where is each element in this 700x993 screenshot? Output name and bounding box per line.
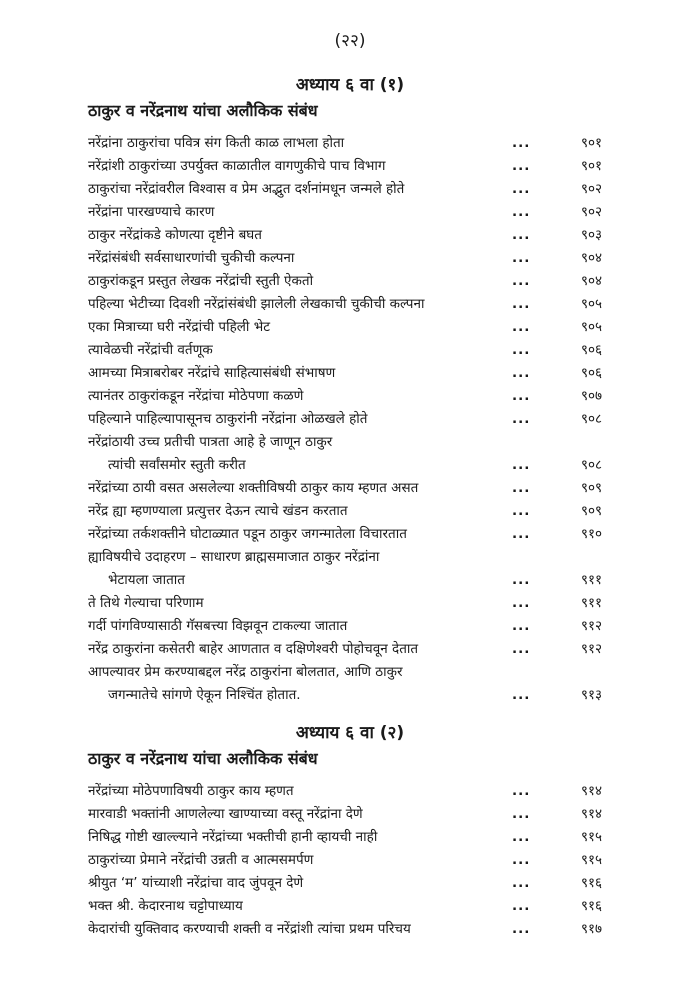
toc-entry-title: नरेंद्र ठाकुरांना कसेतरी बाहेर आणतात व दक्षिणेश्वरी पोहोचवून देतात (88, 641, 419, 657)
toc-entry (0, 661, 700, 684)
chapter-title: अध्याय ६ वा (१) (295, 75, 405, 95)
toc-entry (0, 780, 700, 803)
toc-entry-title: नरेंद्रांसंबंधी सर्वसाधारणांची चुकीची कल्पना (88, 250, 295, 266)
toc-entry-title: त्यानंतर ठाकुरांकडून नरेंद्रांचा मोठेपणा कळणे (88, 388, 304, 404)
toc-page-number: ९०५ (580, 296, 602, 312)
toc-entry (0, 500, 700, 523)
toc-leader-dots: ... (512, 319, 531, 335)
toc-entry (0, 201, 700, 224)
chapter-subtitle: ठाकुर व नरेंद्रनाथ यांचा अलौकिक संबंध (88, 101, 318, 120)
toc-page-number: ९१२ (580, 618, 602, 634)
toc-leader-dots: ... (512, 388, 531, 404)
chapter-section-1 (0, 72, 700, 707)
toc-leader-dots: ... (512, 250, 531, 266)
toc-entry (0, 872, 700, 895)
toc-page-number: ९०९ (580, 480, 602, 496)
toc-entry (0, 385, 700, 408)
toc-page-number: ९१४ (580, 783, 602, 799)
chapter-title: अध्याय ६ वा (२) (295, 723, 405, 743)
toc-entry-title: भक्त श्री. केदारनाथ चट्टोपाध्याय (88, 898, 243, 914)
toc-entry-title: ठाकुरांच्या प्रेमाने नरेंद्रांची उन्नती व आत्मसमर्पण (88, 852, 314, 868)
toc-entry (0, 684, 700, 707)
toc-page-number: ९०६ (580, 365, 602, 381)
toc-page-number: ९१७ (580, 921, 602, 937)
toc-entry-title: त्यावेळची नरेंद्रांची वर्तणूक (88, 342, 213, 358)
toc-entry-title: नरेंद्रांच्या मोठेपणाविषयी ठाकुर काय म्हणत (88, 783, 294, 799)
toc-leader-dots: ... (512, 829, 531, 845)
toc-entry-title: ह्याविषयीचे उदाहरण – साधारण ब्राह्मसमाजात ठाकुर नरेंद्रांना (88, 549, 380, 565)
toc-leader-dots: ... (512, 342, 531, 358)
toc-entry (0, 362, 700, 385)
toc-leader-dots: ... (512, 411, 531, 427)
toc-page-number: ९०६ (580, 342, 602, 358)
toc-entry (0, 293, 700, 316)
toc-entry-title: नरेंद्र ह्या म्हणण्याला प्रत्युत्तर देऊन त्याचे खंडन करतात (88, 503, 348, 519)
toc-entry (0, 895, 700, 918)
toc-page-number: ९१६ (580, 875, 602, 891)
toc-entry-list (0, 780, 700, 941)
toc-leader-dots: ... (512, 618, 531, 634)
toc-leader-dots: ... (512, 687, 531, 703)
toc-entry-title: नरेंद्रांठायी उच्च प्रतीची पात्रता आहे हे जाणून ठाकुर (88, 434, 333, 450)
toc-leader-dots: ... (512, 158, 531, 174)
toc-entry-title: ठाकुरांकडून प्रस्तुत लेखक नरेंद्रांची स्तुती ऐकतो (88, 273, 314, 289)
toc-leader-dots: ... (512, 227, 531, 243)
toc-page-number: ९१५ (580, 852, 602, 868)
chapter-subtitle: ठाकुर व नरेंद्रनाथ यांचा अलौकिक संबंध (88, 749, 318, 768)
toc-entry-title: नरेंद्रांना पारखण्याचे कारण (88, 204, 215, 220)
toc-page-number: ९०८ (580, 411, 602, 427)
toc-entry (0, 270, 700, 293)
toc-leader-dots: ... (512, 365, 531, 381)
toc-entry-title: नरेंद्रांच्या ठायी वसत असलेल्या शक्तीविषयी ठाकुर काय म्हणत असत (88, 480, 419, 496)
toc-entry-title: ते तिथे गेल्याचा परिणाम (88, 595, 204, 611)
toc-page-number: ९१३ (580, 687, 602, 703)
toc-entry (0, 592, 700, 615)
toc-page-number: ९०२ (580, 181, 602, 197)
toc-leader-dots: ... (512, 480, 531, 496)
toc-entry-title: ठाकुरांचा नरेंद्रांवरील विश्वास व प्रेम अद्भुत दर्शनांमधून जन्मले होते (88, 181, 405, 197)
toc-page-number: ९०४ (580, 250, 602, 266)
toc-page-number: ९०८ (580, 457, 602, 473)
toc-entry (0, 615, 700, 638)
toc-entry-list (0, 132, 700, 707)
toc-entry (0, 826, 700, 849)
toc-entry (0, 918, 700, 941)
toc-leader-dots: ... (512, 135, 531, 151)
toc-entry (0, 477, 700, 500)
toc-leader-dots: ... (512, 526, 531, 542)
toc-leader-dots: ... (512, 273, 531, 289)
toc-entry (0, 803, 700, 826)
toc-entry (0, 849, 700, 872)
toc-entry-title: आमच्या मित्राबरोबर नरेंद्रांचे साहित्यासंबंधी संभाषण (88, 365, 336, 381)
toc-entry-title: जगन्मातेचे सांगणे ऐकून निश्चिंत होतात. (108, 687, 301, 703)
toc-leader-dots: ... (512, 852, 531, 868)
toc-page-number: ९१० (580, 526, 602, 542)
toc-entry (0, 316, 700, 339)
toc-page-number: ९०१ (580, 135, 602, 151)
toc-page-number: ९१६ (580, 898, 602, 914)
toc-entry-title: केदारांची युक्तिवाद करण्याची शक्ती व नरेंद्रांशी त्यांचा प्रथम परिचय (88, 921, 411, 937)
toc-entry-title: नरेंद्रांच्या तर्कशक्तीने घोटाळ्यात पडून ठाकुर जगन्मातेला विचारतात (88, 526, 407, 542)
chapter-section-2 (0, 720, 700, 941)
toc-entry-title: नरेंद्रांना ठाकुरांचा पवित्र संग किती काळ लाभला होता (88, 135, 345, 151)
toc-leader-dots: ... (512, 572, 531, 588)
toc-page-number: ९०२ (580, 204, 602, 220)
toc-entry-title: पहिल्याने पाहिल्यापासूनच ठाकुरांनी नरेंद्रांना ओळखले होते (88, 411, 368, 427)
toc-leader-dots: ... (512, 181, 531, 197)
toc-entry (0, 546, 700, 569)
toc-leader-dots: ... (512, 806, 531, 822)
toc-entry-title: नरेंद्रांशी ठाकुरांच्या उपर्युक्त काळातील वागणुकीचे पाच विभाग (88, 158, 386, 174)
toc-entry-title: ठाकुर नरेंद्रांकडे कोणत्या दृष्टीने बघत (88, 227, 262, 243)
toc-entry-title: निषिद्ध गोष्टी खाल्ल्याने नरेंद्रांच्या भक्तीची हानी व्हायची नाही (88, 829, 378, 845)
toc-page-number: ९१५ (580, 829, 602, 845)
toc-leader-dots: ... (512, 595, 531, 611)
toc-entry (0, 523, 700, 546)
toc-entry (0, 431, 700, 454)
toc-leader-dots: ... (512, 783, 531, 799)
toc-entry-title: श्रीयुत ‘म’ यांच्याशी नरेंद्रांचा वाद जुंपवून देणे (88, 875, 304, 891)
toc-page-number: ९०५ (580, 319, 602, 335)
toc-leader-dots: ... (512, 641, 531, 657)
toc-leader-dots: ... (512, 898, 531, 914)
toc-entry (0, 155, 700, 178)
toc-entry (0, 178, 700, 201)
toc-leader-dots: ... (512, 457, 531, 473)
toc-entry-title: एका मित्राच्या घरी नरेंद्रांची पहिली भेट (88, 319, 270, 335)
toc-page-number: ९११ (580, 595, 602, 611)
page-number: (२२) (334, 31, 366, 51)
toc-entry-title: त्यांची सर्वांसमोर स्तुती करीत (108, 457, 246, 473)
toc-page-number: ९०७ (580, 388, 602, 404)
toc-page-number: ९१२ (580, 641, 602, 657)
toc-entry-title: आपल्यावर प्रेम करण्याबद्दल नरेंद्र ठाकुरांना बोलतात, आणि ठाकुर (88, 664, 403, 680)
toc-entry (0, 454, 700, 477)
toc-entry-title: पहिल्या भेटीच्या दिवशी नरेंद्रांसंबंधी झालेली लेखकाची चुकीची कल्पना (88, 296, 425, 312)
toc-page-number: ९०९ (580, 503, 602, 519)
toc-entry-title: गर्दी पांगविण्यासाठी गॅसबत्त्या विझवून टाकल्या जातात (88, 618, 348, 634)
toc-entry (0, 408, 700, 431)
toc-entry-title: मारवाडी भक्तांनी आणलेल्या खाण्याच्या वस्तू नरेंद्रांना देणे (88, 806, 363, 822)
toc-page-number: ९०४ (580, 273, 602, 289)
toc-entry (0, 132, 700, 155)
toc-page-number: ९०३ (580, 227, 602, 243)
toc-entry (0, 247, 700, 270)
toc-leader-dots: ... (512, 503, 531, 519)
toc-entry (0, 224, 700, 247)
toc-leader-dots: ... (512, 296, 531, 312)
toc-entry (0, 638, 700, 661)
toc-entry-title: भेटायला जातात (108, 572, 185, 588)
toc-entry (0, 339, 700, 362)
toc-leader-dots: ... (512, 875, 531, 891)
toc-page-number: ९१४ (580, 806, 602, 822)
toc-leader-dots: ... (512, 921, 531, 937)
toc-page-number: ९०१ (580, 158, 602, 174)
toc-page-number: ९११ (580, 572, 602, 588)
toc-leader-dots: ... (512, 204, 531, 220)
toc-entry (0, 569, 700, 592)
